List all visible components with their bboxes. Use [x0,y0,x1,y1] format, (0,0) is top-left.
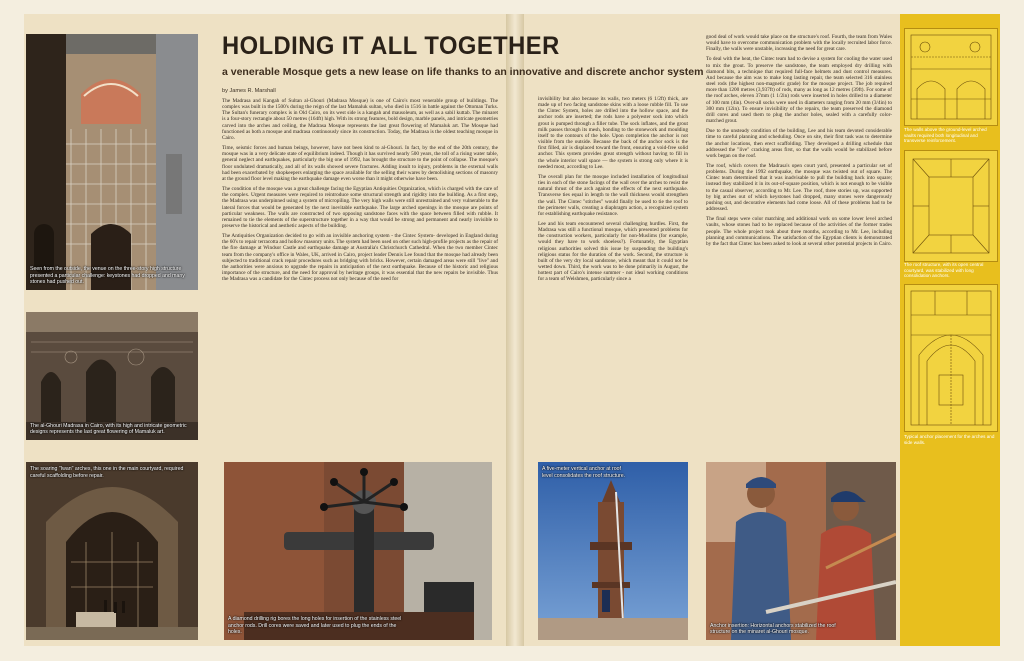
photo-caption: The soaring "Iwan" arches, this one in the main courtyard, required careful scaffolding before repair. [30,466,184,479]
photo-caption: Anchor insertion: Horizontal anchors stabilized the roof structure on the minaret al-Ghouri mosque. [710,622,836,636]
workers-illustration [706,462,896,640]
body-column-2 [538,96,688,452]
drill-illustration [224,462,492,640]
mosque-facade-scaffold-photo [26,34,198,290]
diagram-caption: The roof structure, with its open central courtyard, was stabilized with long consolidation anchors. [904,262,984,279]
page-gutter [506,14,524,646]
arch-anchor-diagram [904,284,998,432]
paragraph: Due to the unsteady condition of the building, Lee and his team devoted considerable time to careful planning and scheduling. Once on site, their first task was to determine the anchor locations, then erect scaffolding. They developed a drilling schedule that addressed the "live" cracking areas first, so that the walls would be stabilized before work began on the roof. [706,128,892,159]
photo-caption: Seen from the outside, the venue on the three-story high structure presented a particular challenge: keystones had dropped and many stones had pushed out. [30,266,185,286]
paragraph: good deal of work would take place on the structure's roof. Fourth, the team from Wales would have to overcome communication problem with the locally recruited labor force. Finally, the walls were unstable, increasing the need for great care. [706,34,892,53]
photo-caption: The al-Ghouri Madrasa in Cairo, with its high and intricate geometric designs represents the last great flowering of Mamaluk art. [30,422,187,436]
article-title: HOLDING IT ALL TOGETHER [222,32,560,60]
photo-caption: A diamond drilling rig bores the long holes for insertion of the stainless steel anchor rods. Drill cores were saved and later used to plug the ends of the holes. [228,616,402,636]
paragraph: The final steps were color matching and additional work on some lower level arched vaults, whose stones had to be replaced because of the activities of the former trades people. The whole project took about three months, according to Mr. Lee, including planning and communications. The satisfaction of the Egyptian clients is demonstrated by the fact that Cintec has been asked to look at several other potential projects in Cairo. [706,216,892,247]
paragraph: The condition of the mosque was a great challenge facing the Egyptian Antiquities Organization, which is charged with the care of the complex. Urgent measures were required to reintroduce some structural strength and rigidity into the building. As a first step, the Madrasa was underpinned using a system of micropiling. The very high walls were still unrestrained and very vulnerable to the lateral forces that would be generated by the next inevitable earthquake. The large arched openings in the mosque are points of particular weakness. The walls are constructed of two opposing sandstone faces with the space between filled with rubble. It remained to tie the elements of the superstructure together in a way that would be strong and permanent and nearly invisible to preserve the historical and aesthetic aspects of the building. [222,186,498,229]
diamond-drill-rig-photo [224,462,492,640]
elevation-drawing [905,29,997,125]
body-column-3 [706,34,892,452]
minaret-illustration [538,462,688,640]
body-column-1 [222,98,498,454]
diagram-caption: Typical anchor placement for the arches and side walls. [904,434,995,445]
photo-caption: A five-meter vertical anchor at roof level consolidates the roof structure. [542,466,626,479]
wall-elevation-diagram [904,28,998,126]
paragraph: Time, seismic forces and human beings, however, have not been kind to al-Ghouri. In fact, by the end of the 20th century, the mosque was in a very delicate state of equilibrium indeed. Though it has survived nearly 500 years, the toll of a rising water table, general neglect and earthquakes, particularly the big one of 1992, has brought the structure to the point of collapse. The mosque's floor undulated dramatically, and all of its walls showed severe fractures. Adding insult to injury, problems in the external walls had been exacerbated by shopkeepers enlarging the space available for the selling their wares by demolishing sections of masonry at the ground floor level making the earthquake damage even worse than it might otherwise have been. [222,145,498,182]
paragraph: Lee and his team encountered several challenging hurdles. First, the Madrasa was still a functional mosque, which presented problems for the construction workers, particularly for non-Muslims (for example, would they have to work shoeless?). Fortunately, the Egyptian religious authorities solved this issue by suspending the building's religious status for the duration of the work. Second, the structure is built of the very dry local sandstone, which meant that it could not be wetted down. Third, the work was to be done primarily in August, the hottest part of Cairo's intense summer - not ideal working conditions for a team of Welshmen, particularly since a [538,220,688,283]
paragraph: invisibility but also because its walls, two meters (6 1/2ft) thick, are made up of two facing sandstone skins with a loose rubble fill. To use the Cintec System, holes are drilled into the hollow space, and the anchor rods are inserted; the rods have a polyester sock into which grout is pumped through a filler tube. The sock inflates, and the grout milk passes through its mesh, bonding to the stonework and moulding itself to the contours of the hole. Upon completion the anchor is not visible from the outside. Because the back of the anchor sock is the first filled, air is displaced toward the front, ensuring a void-free solid anchor. This system provides great strength without having to fill in the whole interior wall space — the system is strong only where it is needed most, according to Lee. [538,96,688,170]
arch-drawing [905,285,997,431]
plan-drawing [905,151,997,261]
diagram-caption: The walls above the ground-level arched vaults required both longitudinal and transverse reinforcement. [904,127,987,144]
paragraph: To deal with the heat, the Cintec team had to devise a system for cooling the water used to mix the grout. To preserve the sandstone, the team employed dry drilling with diamond bits, a technique that required full-face helmets and dust control measures. And because the aim was to make long lasting repair, the team selected 316 stainless steel rods (the highest non-magnetic grade) for the mosque project. The job required more than 1200 metres (3,937ft) of rods, many as long as 12 metres (39ft). For some of the roof arches, eleven 37mm (1 1/2in) rods were inserted in holes drilled to a diameter of 100 mm (4in). Over-all socks were used in diameters ranging from 20 mm (3/4in) to 300 mm (12in). To ensure invisibility of the repairs, the team preserved the diamond drill cores and used them to plug the anchor holes, sealed with a carefully color-matched grout. [706,56,892,125]
paragraph: The Antiquities Organization decided to go with an invisible anchoring system - the Cintec System- developed in England during the 60's to repair terracotta and hollow masonry units. The system had been used on other such high-profile projects as the repair of the fire damage at Windsor Castle and earthquake damage at Australia's Christchurch Cathedral. When the two member Cintec team from the company's office in Wales, UK, arrived in Cairo, project leader Dennis Lee found that the mosque had already been subjected to traditional crack repair procedures such as bridging with bricks. However, certain damaged areas were still "live" and the authorities were anxious to upgrade the repairs in anticipation of the next earthquake. Because of the historic and religious importance of the structure, and the need for approval by heritage groups, it was essential that the new repairs be invisible. Thus the Madrasa was a candidate for the Cintec process not only because of the need for [222,233,498,283]
interior-illustration [26,312,198,440]
scaffold-illustration [26,34,198,290]
minaret-anchor-photo [538,462,688,640]
article-subtitle: a venerable Mosque gets a new lease on life thanks to an innovative and discrete anchor system [222,66,704,78]
paragraph: The overall plan for the mosque included installation of longitudinal ties in each of the stone facings of the wall over the arches to resist the natural thrust of the arch against the effects of the next earthquake. Transverse ties equal in length to the wall thickness would strengthen the wall. The Cintec "stitches" would finally be used to tie the roof to the perimeter walls, creating a diaphragm action, a recognized system for establishing earthquake resistance. [538,173,688,217]
madrasa-interior-photo [26,312,198,440]
paragraph: The Madrasa and Kangah of Sultan al-Ghouri (Madrasa Mosque) is one of Cairo's most venerable group of buildings. The complex was built in the 1500's during the reign of the last Mamaluk sultan, who died in 1516 in battle against the Ottoman Turks. The Sultan's funerary complex is in Old Cairo, on its west side is a kangah and mausoleum, as well as a sabil kuttab. The minaret is a four-story rectangle about 50 metres (164ft) high. With its strong features, bold design, marble panels, and intricate geometries carved into the arches and ceiling, the Madrasa Mosque represents the last great flowering of Mamaluk art. The Mosque had functioned as both a mosque and madrasa continuously since its construction. Today, the Madrasa is the oldest teaching mosque in Cairo. [222,98,498,141]
workers-anchor-insertion-photo [706,462,896,640]
article-byline: by James R. Marshall [222,88,276,94]
paragraph: The roof, which covers the Madrasa's open court yard, presented a particular set of problems. During the 1992 earthquake, the mosque was twisted out of square. The Cintec team determined that it was inadvisable to pull the building back into square; instead they stabilized it in its out-of-square position, which is not enough to be visible to the casual observer, according to Mr. Lee. The roof, three stories up, was supported by big arches out of which keystones had dropped, many stones were dangerously pushing out, and decorative elements had come loose. All of these problems had to be addressed. [706,162,892,213]
iwan-arch-scaffolding-photo [26,462,198,640]
arch-illustration [26,462,198,640]
roof-plan-diagram [904,150,998,262]
